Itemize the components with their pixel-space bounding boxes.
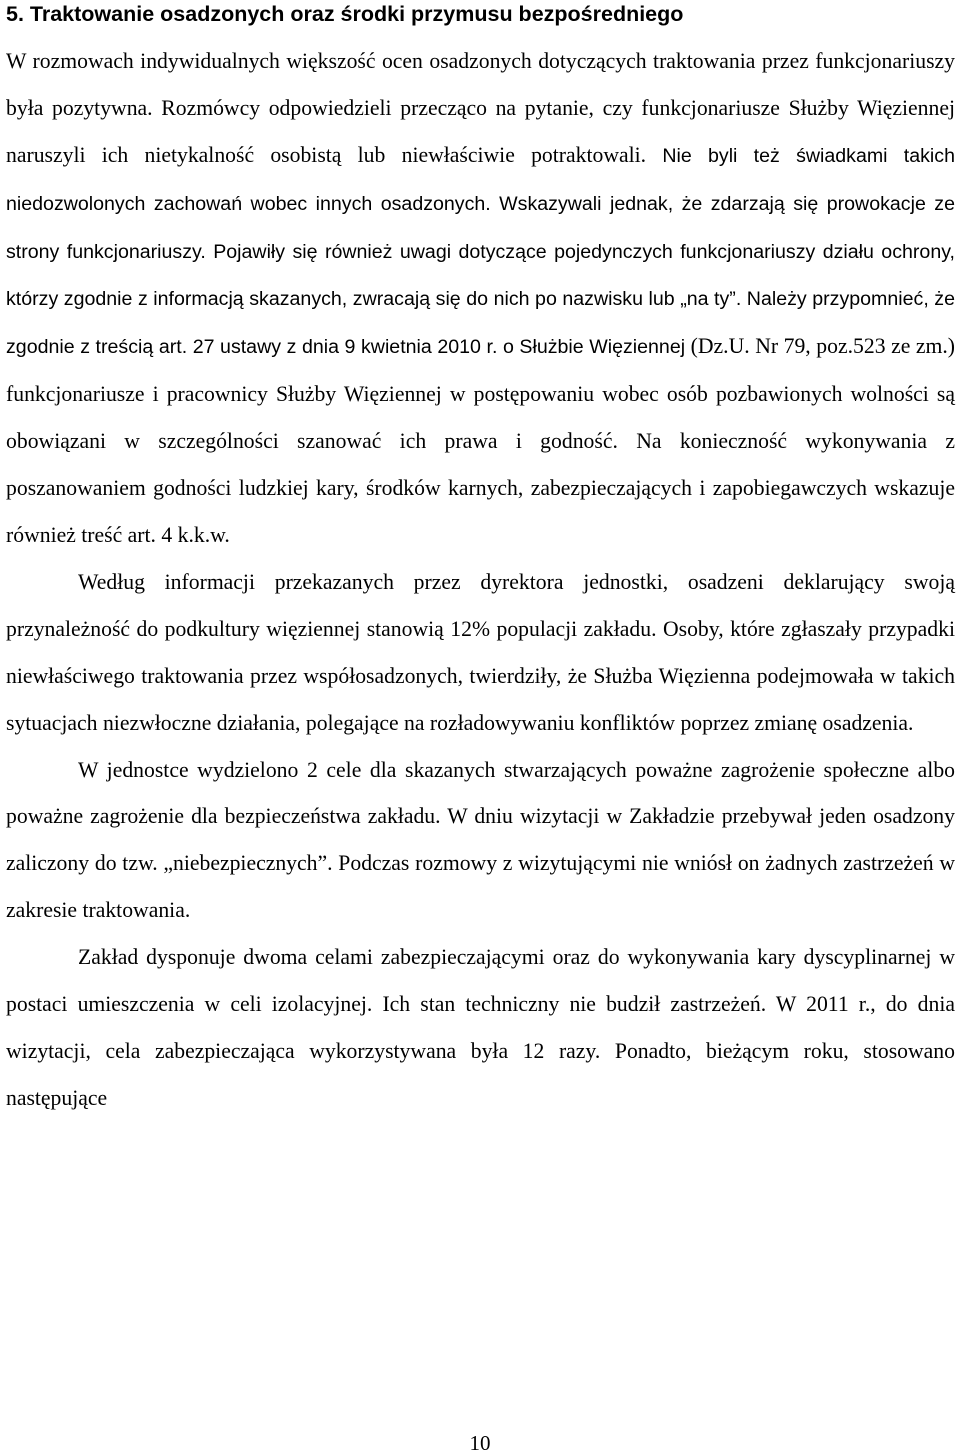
paragraph-text-segment: W rozmowach indywidualnych większość ocen osadzonych dotyczących traktowania przez funkcjonariuszy była pozytywna. Rozmówcy odpowiedzieli przecząco na pytanie, czy funkcjonariusze Służby Więziennej naruszyli ich nietykalność osobistą lub niewłaściwie potraktowali. bbox=[6, 48, 955, 167]
page-number: 10 bbox=[469, 1431, 491, 1455]
paragraph-text-segment: Według informacji przekazanych przez dyrektora jednostki, osadzeni deklarujący swoją przynależność do podkultury więziennej stanowią 12% populacji zakładu. Osoby, które zgłaszały przypadki niewłaściwego traktowania przez współosadzonych, twierdziły, że Służba Więzienna podejmowała w takich sytuacjach niezwłoczne działania, polegające na rozładowywaniu konfliktów poprzez zmianę osadzenia. bbox=[6, 569, 955, 735]
paragraph-text-segment: Nie byli też świadkami takich niedozwolonych zachowań wobec innych osadzonych. Wskazywali jednak, że zdarzają się prowokacje ze strony funkcjonariuszy. Pojawiły się również uwagi dotyczące pojedynczych funkcjonariuszy działu ochrony, którzy zgodnie z informacją skazanych, zwracają się do nich po nazwisku lub „na ty”. Należy przypomnieć, że zgodnie z treścią art. 27 ustawy z dnia 9 kwietnia 2010 r. o Służbie Więziennej bbox=[6, 144, 955, 359]
document-page bbox=[6, 0, 955, 1122]
paragraph-security-cells bbox=[6, 934, 955, 1122]
paragraph-subculture bbox=[6, 559, 955, 747]
paragraph-dangerous-inmates bbox=[6, 747, 955, 935]
section-heading: 5. Traktowanie osadzonych oraz środki przymusu bezpośredniego bbox=[6, 2, 684, 26]
paragraph-text-segment: (Dz.U. Nr 79, poz.523 ze zm.) funkcjonariusze i pracownicy Służby Więziennej w postępowaniu wobec osób pozbawionych wolności są obowiązani w szczególności szanować ich prawa i godność. Na konieczność wykonywania z poszanowaniem godności ludzkiej kary, środków karnych, zabezpieczających i zapobiegawczych wskazuje również treść art. 4 k.k.w. bbox=[6, 334, 955, 547]
paragraph-text-segment: Zakład dysponuje dwoma celami zabezpieczającymi oraz do wykonywania kary dyscyplinarnej w postaci umieszczenia w celi izolacyjnej. Ich stan techniczny nie budził zastrzeżeń. W 2011 r., do dnia wizytacji, cela zabezpieczająca wykorzystywana była 12 razy. Ponadto, bieżącym roku, stosowano następujące bbox=[6, 945, 955, 1110]
paragraph-text-segment: W jednostce wydzielono 2 cele dla skazanych stwarzających poważne zagrożenie społeczne albo poważne zagrożenie dla bezpieczeństwa zakładu. W dniu wizytacji w Zakładzie przebywał jeden osadzony zaliczony do tzw. „niebezpiecznych”. Podczas rozmowy z wizytującymi nie wniósł on żadnych zastrzeżeń w zakresie traktowania. bbox=[6, 757, 955, 923]
paragraph-treatment-assessment bbox=[6, 38, 955, 559]
